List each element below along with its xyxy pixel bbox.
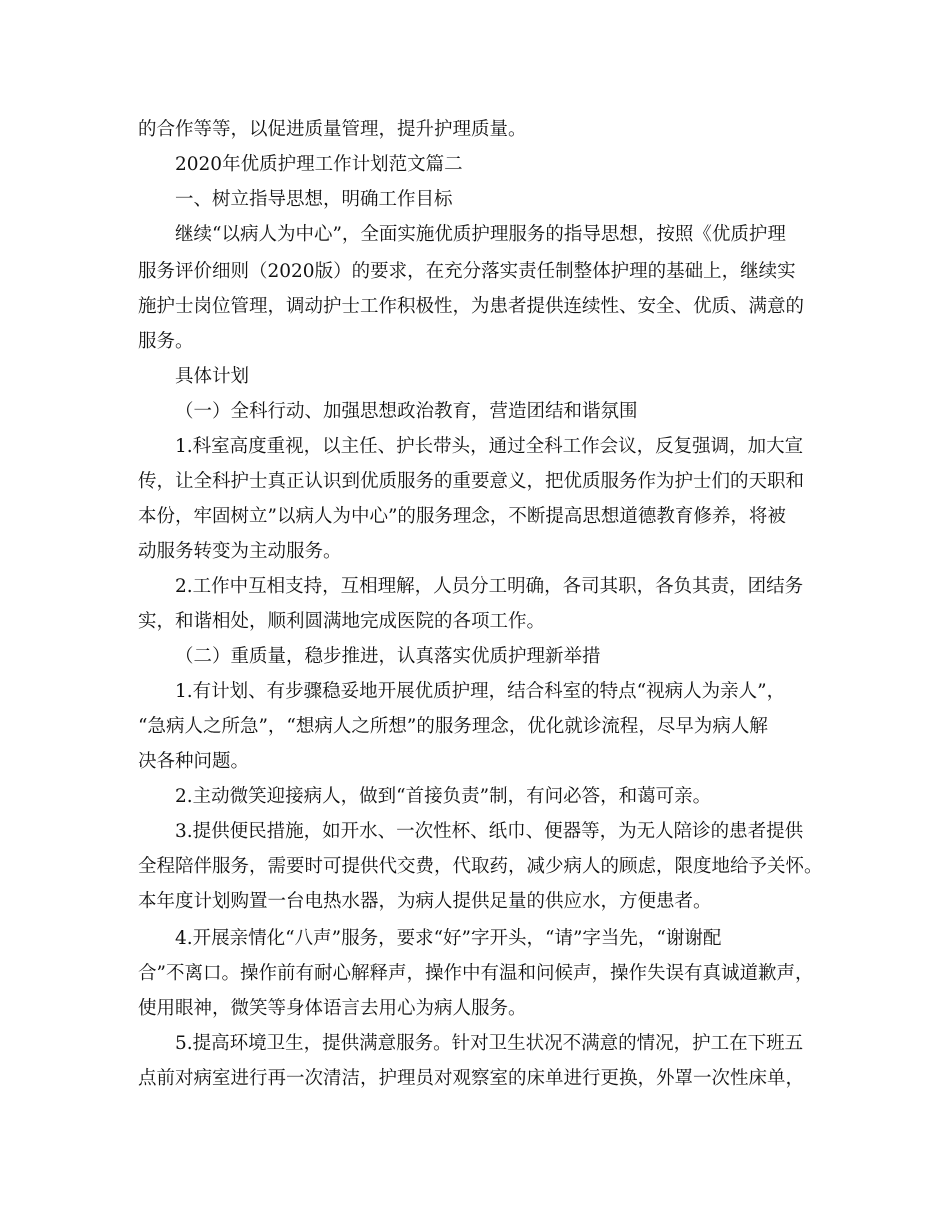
heading: 具体计划: [175, 366, 250, 387]
text-line: 1.科室高度重视，以主任、护长带头，通过全科工作会议，反复强调，加大宣: [175, 436, 804, 457]
text-line: 继续“以病人为中心”，全面实施优质护理服务的指导思想，按照《优质护理: [175, 224, 786, 245]
text-line: 2.工作中互相支持，互相理解，人员分工明确，各司其职，各负其责，团结务: [175, 576, 804, 597]
text-line: 4.开展亲情化“八声”服务，要求“好”字开头，“请”字当先，“谢谢配: [175, 928, 722, 949]
text-line: 决各种问题。: [138, 751, 250, 772]
text-line: 合”不离口。操作前有耐心解释声，操作中有温和问候声，操作失误有真诚道歉声，: [138, 963, 814, 984]
subheading: （一）全科行动、加强思想政治教育，营造团结和谐氛围: [175, 401, 638, 422]
text-line: 施护士岗位管理，调动护士工作积极性，为患者提供连续性、安全、优质、满意的: [138, 296, 805, 317]
text-line: 2.主动微笑迎接病人，做到“首接负责”制，有问必答，和蔼可亲。: [175, 786, 712, 807]
text-line: 1.有计划、有步骤稳妥地开展优质护理，结合科室的特点“视病人为亲人”，: [175, 681, 786, 702]
text-line: 5.提高环境卫生，提供满意服务。针对卫生状况不满意的情况，护工在下班五: [175, 1033, 804, 1054]
text-line: 实，和谐相处，顺利圆满地完成医院的各项工作。: [138, 611, 546, 632]
text-line: 使用眼神，微笑等身体语言去用心为病人服务。: [138, 998, 527, 1019]
text-line: 点前对病室进行再一次清洁，护理员对观察室的床单进行更换，外罩一次性床单，: [138, 1068, 805, 1089]
subheading: （二）重质量，稳步推进，认真落实优质护理新举措: [175, 646, 601, 667]
text-line: 的合作等等，以促进质量管理，提升护理质量。: [138, 119, 527, 140]
section-title: 2020年优质护理工作计划范文篇二: [175, 154, 463, 175]
text-line: “急病人之所急”，“想病人之所想”的服务理念，优化就诊流程，尽早为病人解: [138, 716, 768, 737]
text-line: 3.提供便民措施，如开水、一次性杯、纸巾、便器等，为无人陪诊的患者提供: [175, 821, 804, 842]
text-line: 服务。: [138, 331, 194, 352]
heading: 一、树立指导思想，明确工作目标: [175, 189, 453, 210]
text-line: 全程陪伴服务，需要时可提供代交费，代取药，减少病人的顾虑，限度地给予关怀。: [138, 856, 823, 877]
text-line: 动服务转变为主动服务。: [138, 541, 342, 562]
text-line: 传，让全科护士真正认识到优质服务的重要意义，把优质服务作为护士们的天职和: [138, 471, 805, 492]
text-line: 本份，牢固树立”以病人为中心”的服务理念，不断提高思想道德教育修养，将被: [138, 506, 786, 527]
text-line: 服务评价细则（2020版）的要求，在充分落实责任制整体护理的基础上，继续实: [138, 261, 796, 282]
text-line: 本年度计划购置一台电热水器，为病人提供足量的供应水，方便患者。: [138, 891, 712, 912]
